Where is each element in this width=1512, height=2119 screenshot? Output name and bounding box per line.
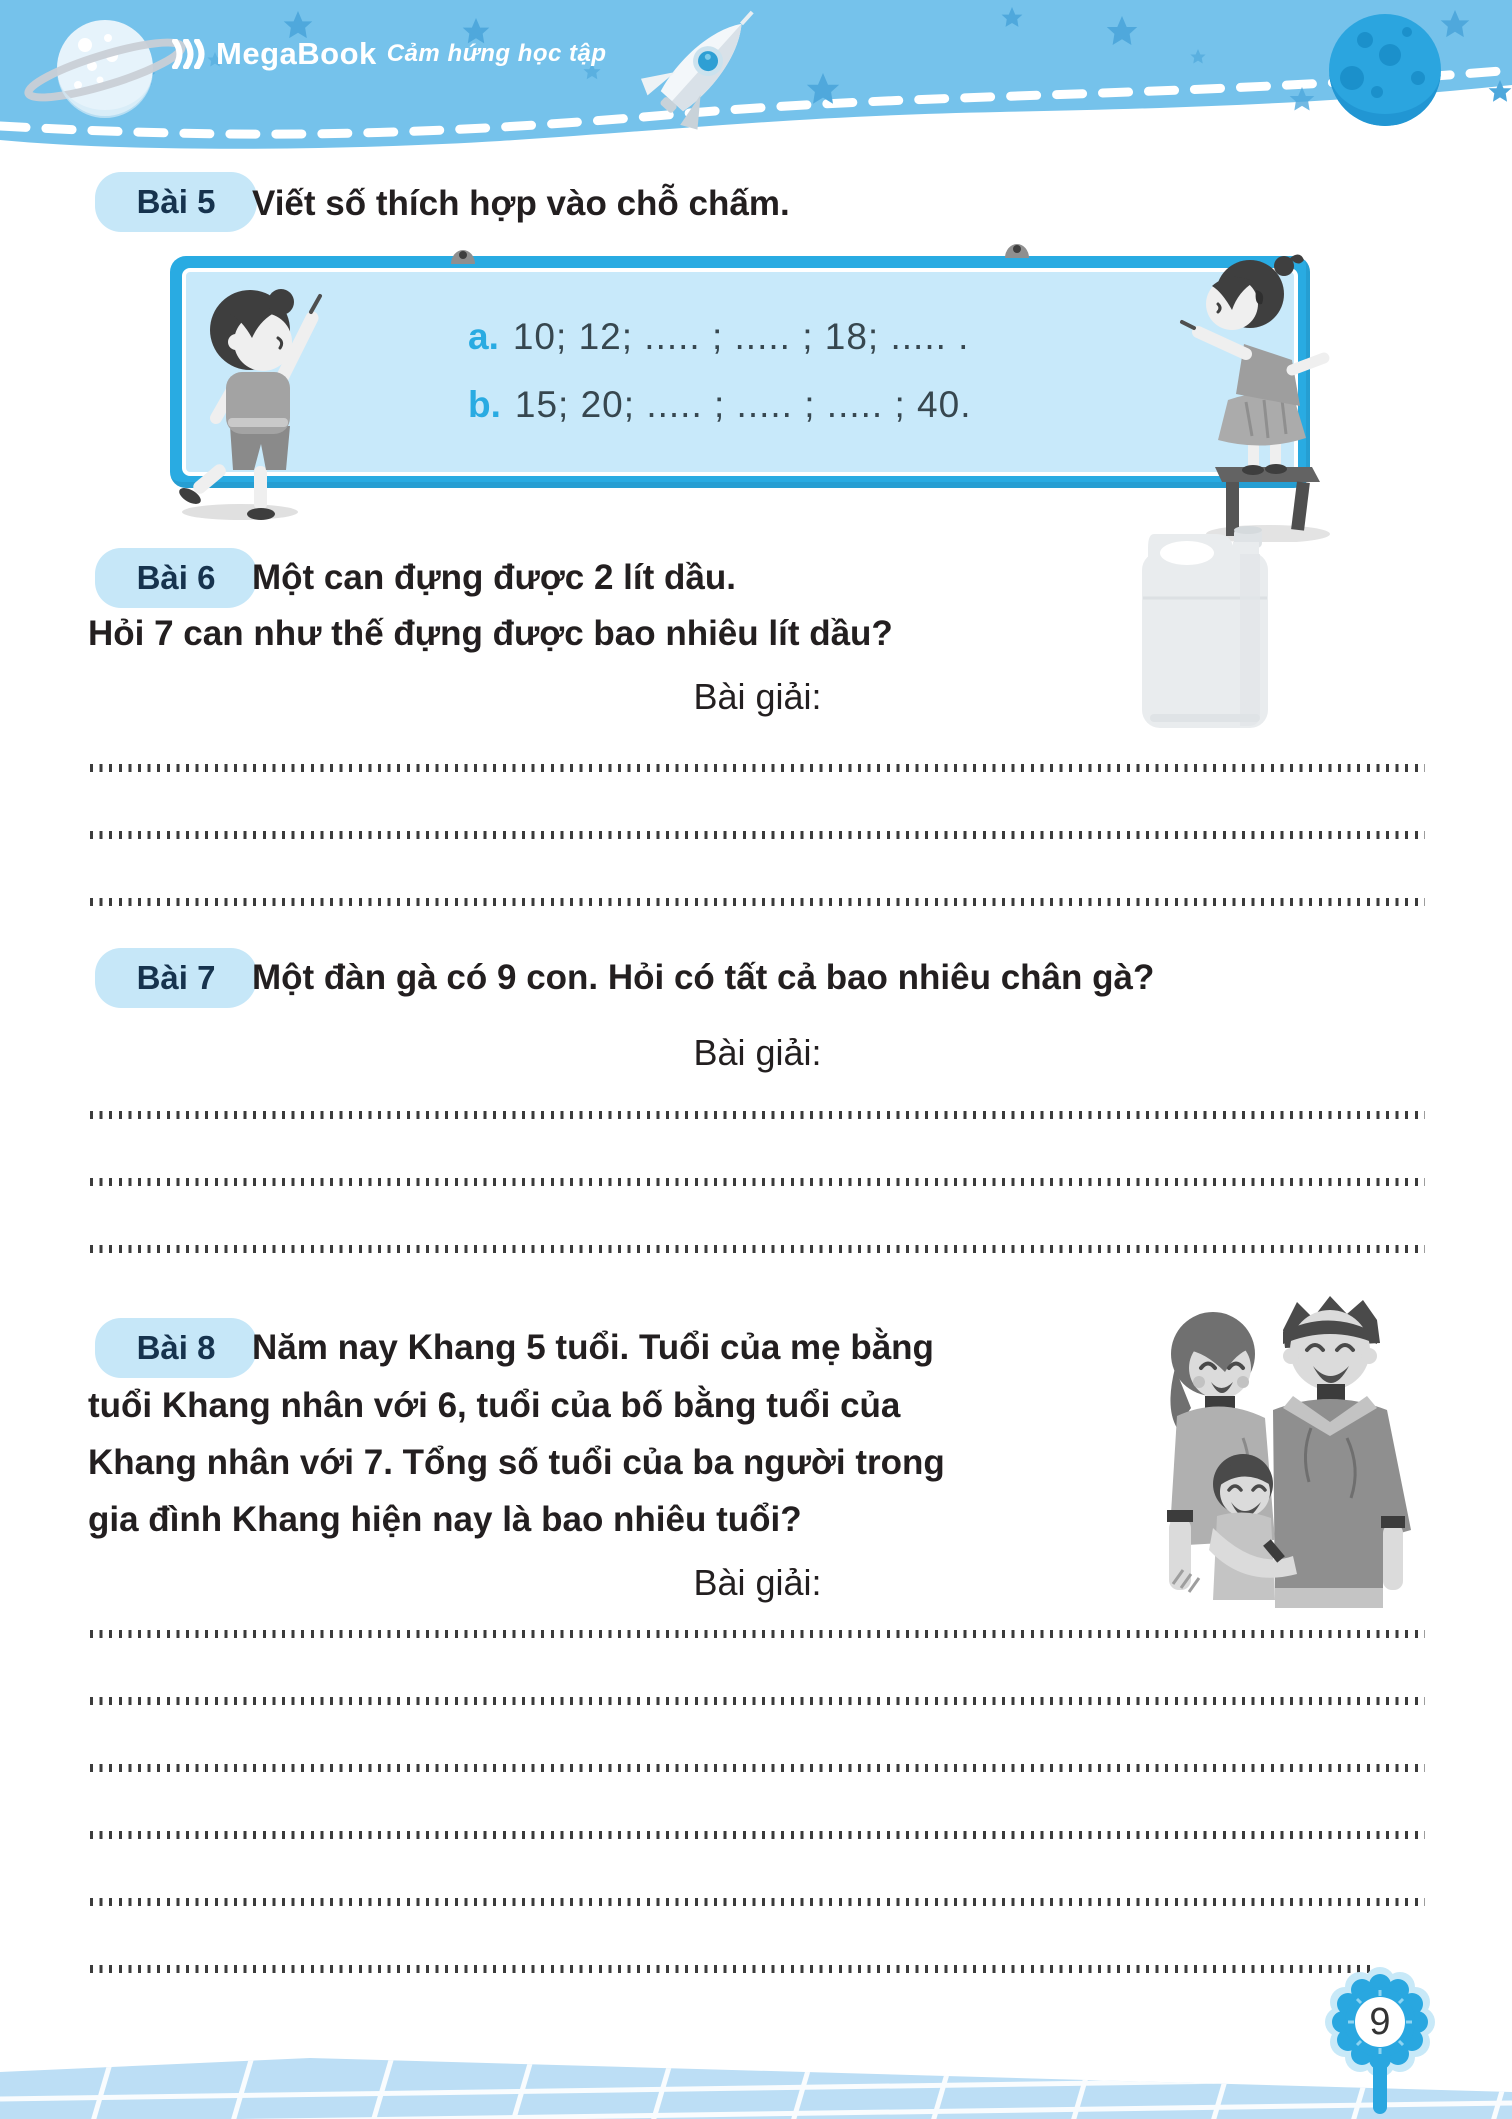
answer-dotted-line: [90, 1178, 1425, 1186]
answer-dotted-line: [90, 1245, 1425, 1253]
problem7-text: Một đàn gà có 9 con. Hỏi có tất cả bao nhiêu chân gà?: [252, 958, 1155, 997]
solution-label: Bài giải:: [693, 1032, 822, 1073]
family-of-three-illustration: [1125, 1288, 1425, 1608]
answer-dotted-line: [90, 1898, 1425, 1906]
header-wave: [0, 0, 1512, 149]
problem6-line1: Một can đựng được 2 lít dầu.: [252, 558, 736, 597]
answer-area-bai8: [90, 1630, 1425, 1973]
board-pin-icon: [1002, 232, 1032, 258]
moon-icon: [1329, 14, 1441, 126]
answer-dotted-line: [90, 898, 1425, 906]
problem-badge-bai6: [95, 548, 257, 608]
solution-label: Bài giải:: [693, 1562, 822, 1603]
answer-dotted-line: [90, 1831, 1425, 1839]
badge-label: Bài 6: [136, 559, 216, 596]
answer-area-bai7: [90, 1111, 1425, 1253]
brand-logo: [172, 36, 607, 72]
oil-can-illustration: [1130, 524, 1285, 736]
badge-label: Bài 8: [136, 1329, 216, 1366]
problem-badge-bai8: [95, 1318, 257, 1378]
problem-badge-bai5: [95, 172, 257, 232]
brand-tagline: Cảm hứng học tập: [386, 40, 607, 67]
solution-label: Bài giải:: [693, 676, 822, 717]
sequence-value: 10; 12; ..... ; ..... ; 18; ..... .: [512, 316, 970, 357]
footer-grid-band: [0, 2025, 1512, 2119]
page-number: 9: [1369, 2000, 1391, 2043]
problem8-line2: tuổi Khang nhân với 6, tuổi của bố bằng tuổi của: [88, 1386, 901, 1425]
answer-dotted-line: [90, 1630, 1425, 1638]
problem8-line3: Khang nhân với 7. Tổng số tuổi của ba người trong: [88, 1443, 945, 1482]
boy-writing-on-board-illustration: [160, 268, 390, 523]
answer-dotted-line: [90, 1965, 1372, 1973]
board-pin-icon: [448, 238, 478, 264]
brand-name: MegaBook: [216, 36, 377, 71]
triple-chevron-arcs-icon: [172, 39, 206, 69]
girl-writing-on-stool-illustration: [1160, 242, 1370, 542]
answer-dotted-line: [90, 764, 1425, 772]
answer-dotted-line: [90, 1111, 1425, 1119]
problem-badge-bai7: [95, 948, 257, 1008]
sequence-label: a.: [468, 316, 499, 357]
badge-label: Bài 7: [136, 959, 216, 996]
sequence-label: b.: [468, 384, 501, 425]
answer-dotted-line: [90, 831, 1425, 839]
problem5-title: Viết số thích hợp vào chỗ chấm.: [252, 184, 790, 223]
badge-label: Bài 5: [136, 183, 216, 220]
problem8-line4: gia đình Khang hiện nay là bao nhiêu tuổi?: [88, 1500, 802, 1539]
answer-area-bai6: [90, 764, 1425, 906]
problem6-line2: Hỏi 7 can như thế đựng được bao nhiêu lít dầu?: [88, 614, 893, 653]
problem8-line1: Năm nay Khang 5 tuổi. Tuổi của mẹ bằng: [252, 1328, 934, 1367]
answer-dotted-line: [90, 1764, 1425, 1772]
answer-dotted-line: [90, 1697, 1425, 1705]
sequence-value: 15; 20; ..... ; ..... ; ..... ; 40.: [514, 384, 972, 425]
